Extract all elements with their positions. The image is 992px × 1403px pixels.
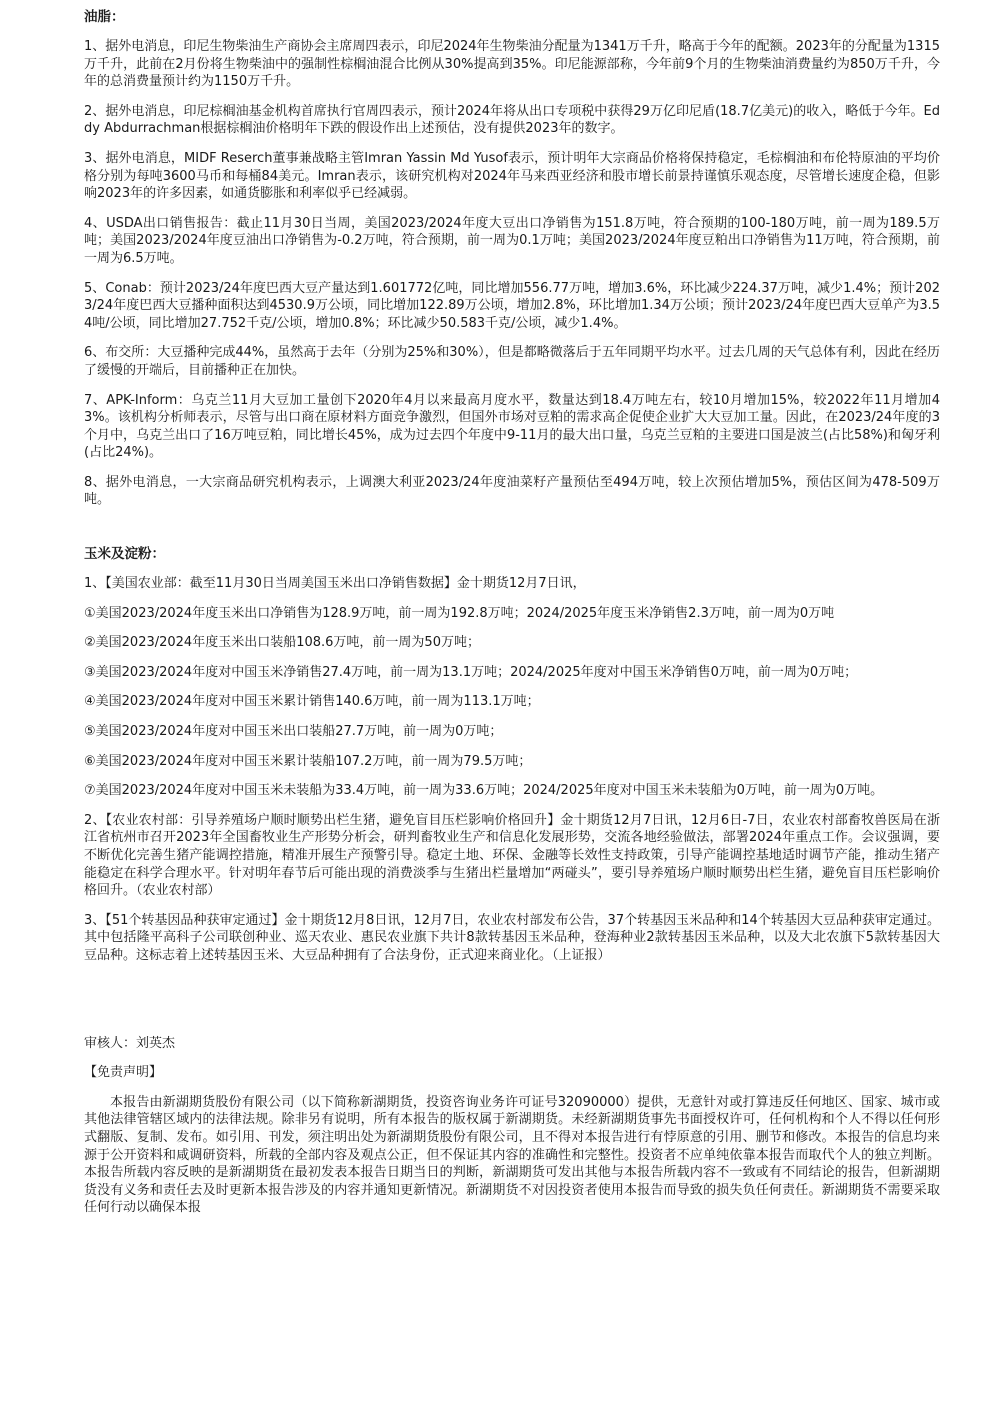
corn-section-title: 玉米及淀粉： <box>84 546 165 563</box>
disclaimer-title: 【免责声明】 <box>84 1065 163 1081</box>
oils-item-7: 7、APK-Inform：乌克兰11月大豆加工量创下2020年4月以来最高月度水平，数量达到18.4万吨左右，较10月增加15%，较2022年11月增加43%。该机构分析师表示，尽管与出口商在原材料方面竞争激烈，但国外市场对豆粕的需求高企促使企业扩大大豆加工量。因此，在2023/24年度的3个月中，乌克兰出口了16万吨豆粕，同比增长45%，成为过去四个年度中9-11月的最大出口量，乌克兰豆粕的主要进口国是波兰(占比58%)和匈牙利(占比24%)。 <box>84 392 940 461</box>
corn-item-3: 3、【51个转基因品种获审定通过】金十期货12月8日讯，12月7日，农业农村部发布公告，37个转基因玉米品种和14个转基因大豆品种获审定通过。其中包括隆平高科子公司联创种业、巡天农业、惠民农业旗下共计8款转基因玉米品种，登海种业2款转基因玉米品种，以及大北农旗下5款转基因大豆品种。这标志着上述转基因玉米、大豆品种拥有了合法身份，正式迎来商业化。（上证报） <box>84 912 940 963</box>
corn-item-1-sub-3: ③美国2023/2024年度对中国玉米净销售27.4万吨，前一周为13.1万吨；2024/2025年度对中国玉米净销售0万吨，前一周为0万吨； <box>84 664 858 680</box>
oils-item-6: 6、布交所：大豆播种完成44%，虽然高于去年（分别为25%和30%），但是都略微落后于五年同期平均水平。过去几周的天气总体有利，因此在经历了缓慢的开端后，目前播种正在加快。 <box>84 345 940 378</box>
corn-item-1-sub-7: ⑦美国2023/2024年度对中国玉米未装船为33.4万吨，前一周为33.6万吨；2024/2025年度对中国玉米未装船为0万吨，前一周为0万吨。 <box>84 783 884 799</box>
oils-section-title: 油脂： <box>84 9 125 25</box>
corn-item-1-sub-5: ⑤美国2023/2024年度对中国玉米出口装船27.7万吨，前一周为0万吨； <box>84 724 503 740</box>
corn-item-2: 2、【农业农村部：引导养殖场户顺时顺势出栏生猪，避免盲目压栏影响价格回升】金十期货12月7日讯，12月6日-7日，农业农村部畜牧兽医局在浙江省杭州市召开2023年全国畜牧业生产形势分析会，研判畜牧业生产和信息化发展形势，交流各地经验做法，部署2024年重点工作。会议强调，要不断优化完善生猪产能调控措施，精准开展生产预警引导。稳定土地、环保、金融等长效性支持政策，引导产能调控基地适时调节产能，推动生猪产能稳定在科学合理水平。针对明年春节后可能出现的消费淡季与生猪出栏量增加“两碰头”，要引导养殖场户顺时顺势出栏生猪，避免盲目压栏影响价格回升。（农业农村部） <box>84 812 940 899</box>
report-page <box>84 8 940 1217</box>
disclaimer-body: 本报告由新湖期货股份有限公司（以下简称新湖期货，投资咨询业务许可证号32090000）提供，无意针对或打算违反任何地区、国家、城市或其他法律管辖区域内的法律法规。除非另有说明，所有本报告的版权属于新湖期货。未经新湖期货事先书面授权许可，任何机构和个人不得以任何形式翻版、复制、发布。如引用、刊发，须注明出处为新湖期货股份有限公司，且不得对本报告进行有悖原意的引用、删节和修改。本报告的信息均来源于公开资料和咸调研资料，所载的全部内容及观点公正，但不保证其内容的准确性和完整性。投资者不应单纯依靠本报告而取代个人的独立判断。本报告所载内容反映的是新湖期货在最初发表本报告日期当日的判断，新湖期货可发出其他与本报告所载内容不一致或有不同结论的报告，但新湖期货没有义务和责任去及时更新本报告涉及的内容并通知更新情况。新湖期货不对因投资者使用本报告而导致的损失负任何责任。新湖期货不需要采取任何行动以确保本报 <box>84 1094 940 1216</box>
oils-item-5: 5、Conab：预计2023/24年度巴西大豆产量达到1.601772亿吨，同比增加556.77万吨，增加3.6%，环比减少224.37万吨，减少1.4%；预计2023/24年度巴西大豆播种面积达到4530.9万公顷，同比增加122.89万公顷，增加2.8%，环比增加1.34万公顷；预计2023/24年度巴西大豆单产为3.54吨/公顷，同比增加27.752千克/公顷，增加0.8%；环比减少50.583千克/公顷，减少1.4%。 <box>84 280 940 331</box>
corn-item-1-sub-6: ⑥美国2023/2024年度对中国玉米累计装船107.2万吨，前一周为79.5万吨； <box>84 753 532 769</box>
oils-item-2: 2、据外电消息，印尼棕榈油基金机构首席执行官周四表示，预计2024年将从出口专项税中获得29万亿印尼盾(18.7亿美元)的收入，略低于今年。Eddy Abdurrachman根据棕榈油价格明年下跌的假设作出上述预估，没有提供2023年的数字。 <box>84 103 940 137</box>
oils-item-1: 1、据外电消息，印尼生物柴油生产商协会主席周四表示，印尼2024年生物柴油分配量为1341万千升，略高于今年的配额。2023年的分配量为1315万千升，此前在2月份将生物柴油中的强制性棕榈油混合比例从30%提高到35%。印尼能源部称，今年前9个月的生物柴油消费量约为850万千升，今年的总消费量预计约为1150万千升。 <box>84 39 940 90</box>
corn-item-1-sub-4: ④美国2023/2024年度对中国玉米累计销售140.6万吨，前一周为113.1万吨； <box>84 694 540 710</box>
oils-item-3: 3、据外电消息，MIDF Reserch董事兼战略主管Imran Yassin Md Yusof表示，预计明年大宗商品价格将保持稳定，毛棕榈油和布伦特原油的平均价格分别为每吨3600马币和每桶84美元。Imran表示，该研究机构对2024年马来西亚经济和股市增长前景持谨慎乐观态度，尽管增长速度企稳，但影响2023年的许多因素，如通货膨胀和利率似乎已经减弱。 <box>84 150 940 202</box>
corn-item-1-sub-1: ①美国2023/2024年度玉米出口净销售为128.9万吨，前一周为192.8万吨；2024/2025年度玉米净销售2.3万吨，前一周为0万吨 <box>84 605 835 621</box>
corn-item-1-sub-2: ②美国2023/2024年度玉米出口装船108.6万吨，前一周为50万吨； <box>84 635 480 651</box>
oils-item-8: 8、据外电消息，一大宗商品研究机构表示，上调澳大利亚2023/24年度油菜籽产量预估至494万吨，较上次预估增加5%，预估区间为478-509万吨。 <box>84 474 940 508</box>
corn-item-1: 1、【美国农业部：截至11月30日当周美国玉米出口净销售数据】金十期货12月7日讯， <box>84 576 586 592</box>
oils-item-4: 4、USDA出口销售报告：截止11月30日当周，美国2023/2024年度大豆出口净销售为151.8万吨，符合预期的100-180万吨，前一周为189.5万吨；美国2023/2024年度豆油出口净销售为-0.2万吨，符合预期，前一周为0.1万吨；美国2023/2024年度豆粕出口净销售为11万吨，符合预期，前一周为6.5万吨。 <box>84 215 940 266</box>
reviewer-line: 审核人：刘英杰 <box>84 1035 176 1051</box>
